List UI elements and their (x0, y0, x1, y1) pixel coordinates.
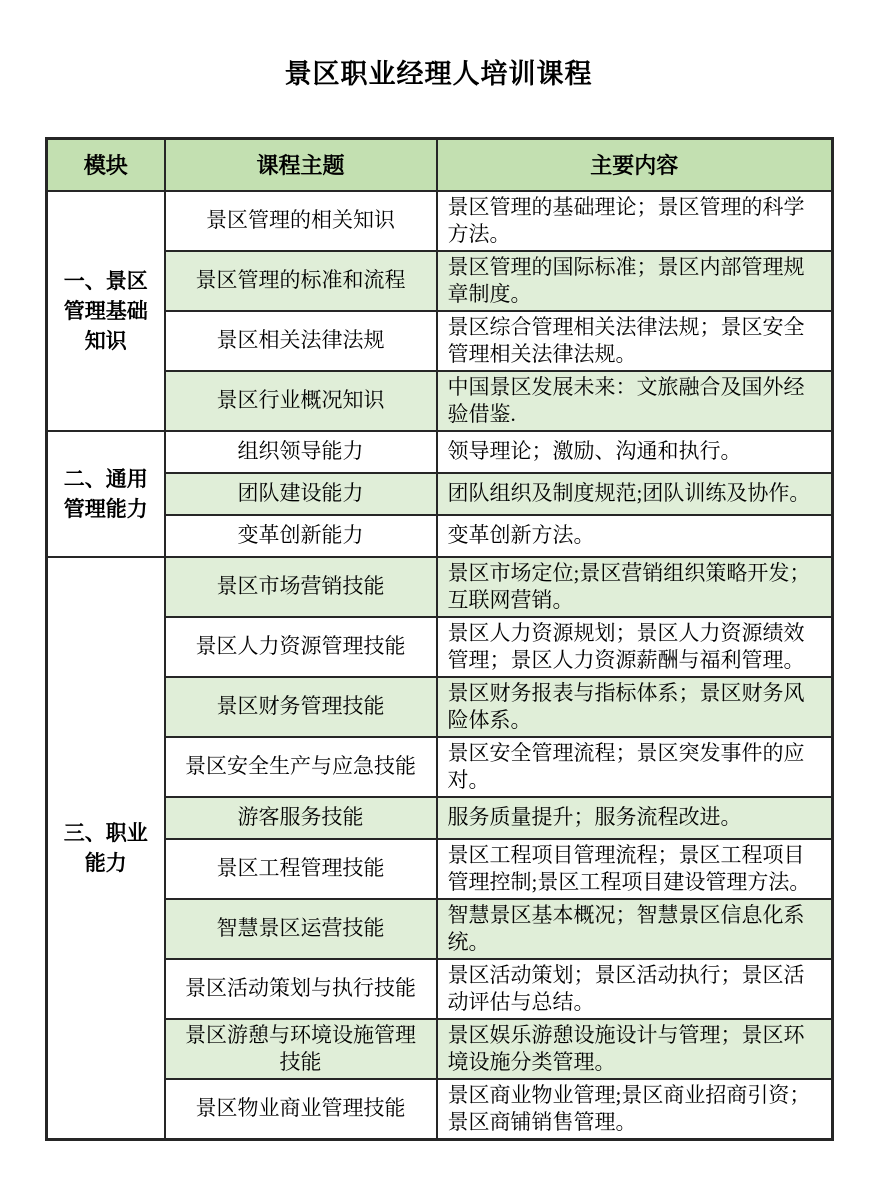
table-row (47, 191, 833, 251)
content-cell: 景区商业物业管理;景区商业招商引资；景区商铺销售管理。 (437, 1079, 833, 1140)
table-row (47, 617, 833, 677)
table-row (47, 797, 833, 839)
table-row (47, 557, 833, 617)
topic-cell: 景区管理的标准和流程 (165, 251, 437, 311)
topic-cell: 团队建设能力 (165, 473, 437, 515)
table-row (47, 959, 833, 1019)
content-cell: 服务质量提升；服务流程改进。 (437, 797, 833, 839)
content-cell: 中国景区发展未来：文旅融合及国外经验借鉴. (437, 371, 833, 431)
topic-cell: 景区财务管理技能 (165, 677, 437, 737)
topic-cell: 景区人力资源管理技能 (165, 617, 437, 677)
column-header-content: 主要内容 (437, 139, 833, 191)
table-row (47, 1019, 833, 1079)
topic-cell: 景区活动策划与执行技能 (165, 959, 437, 1019)
content-cell: 智慧景区基本概况；智慧景区信息化系统。 (437, 899, 833, 959)
topic-cell: 景区游憩与环境设施管理技能 (165, 1019, 437, 1079)
table-row (47, 737, 833, 797)
content-cell: 领导理论；激励、沟通和执行。 (437, 431, 833, 473)
content-cell: 景区财务报表与指标体系；景区财务风险体系。 (437, 677, 833, 737)
content-cell: 景区娱乐游憩设施设计与管理；景区环境设施分类管理。 (437, 1019, 833, 1079)
content-cell: 景区活动策划；景区活动执行；景区活动评估与总结。 (437, 959, 833, 1019)
topic-cell: 游客服务技能 (165, 797, 437, 839)
table-row (47, 311, 833, 371)
content-cell: 景区安全管理流程；景区突发事件的应对。 (437, 737, 833, 797)
content-cell: 景区管理的国际标准；景区内部管理规章制度。 (437, 251, 833, 311)
column-header-module: 模块 (47, 139, 165, 191)
page-title: 景区职业经理人培训课程 (284, 59, 593, 89)
topic-cell: 景区市场营销技能 (165, 557, 437, 617)
content-cell: 景区综合管理相关法律法规；景区安全管理相关法律法规。 (437, 311, 833, 371)
table-row (47, 473, 833, 515)
table-row (47, 1079, 833, 1140)
table-row (47, 839, 833, 899)
content-cell: 景区管理的基础理论；景区管理的科学方法。 (437, 191, 833, 251)
table-row (47, 371, 833, 431)
topic-cell: 景区工程管理技能 (165, 839, 437, 899)
topic-cell: 景区相关法律法规 (165, 311, 437, 371)
table-row (47, 899, 833, 959)
content-cell: 团队组织及制度规范;团队训练及协作。 (437, 473, 833, 515)
content-cell: 变革创新方法。 (437, 515, 833, 557)
training-course-table (45, 137, 834, 1141)
topic-cell: 景区行业概况知识 (165, 371, 437, 431)
column-header-topic: 课程主题 (165, 139, 437, 191)
table-row (47, 251, 833, 311)
topic-cell: 景区安全生产与应急技能 (165, 737, 437, 797)
module-cell-2: 二、通用管理能力 (47, 431, 165, 557)
topic-cell: 智慧景区运营技能 (165, 899, 437, 959)
table-row (47, 515, 833, 557)
topic-cell: 景区物业商业管理技能 (165, 1079, 437, 1140)
content-cell: 景区市场定位;景区营销组织策略开发；互联网营销。 (437, 557, 833, 617)
topic-cell: 景区管理的相关知识 (165, 191, 437, 251)
table-row (47, 677, 833, 737)
topic-cell: 组织领导能力 (165, 431, 437, 473)
content-cell: 景区工程项目管理流程；景区工程项目管理控制;景区工程项目建设管理方法。 (437, 839, 833, 899)
table-row (47, 431, 833, 473)
header-row (47, 139, 833, 191)
module-cell-1: 一、景区管理基础知识 (47, 191, 165, 431)
topic-cell: 变革创新能力 (165, 515, 437, 557)
content-cell: 景区人力资源规划；景区人力资源绩效管理；景区人力资源薪酬与福利管理。 (437, 617, 833, 677)
module-cell-3: 三、职业能力 (47, 557, 165, 1140)
